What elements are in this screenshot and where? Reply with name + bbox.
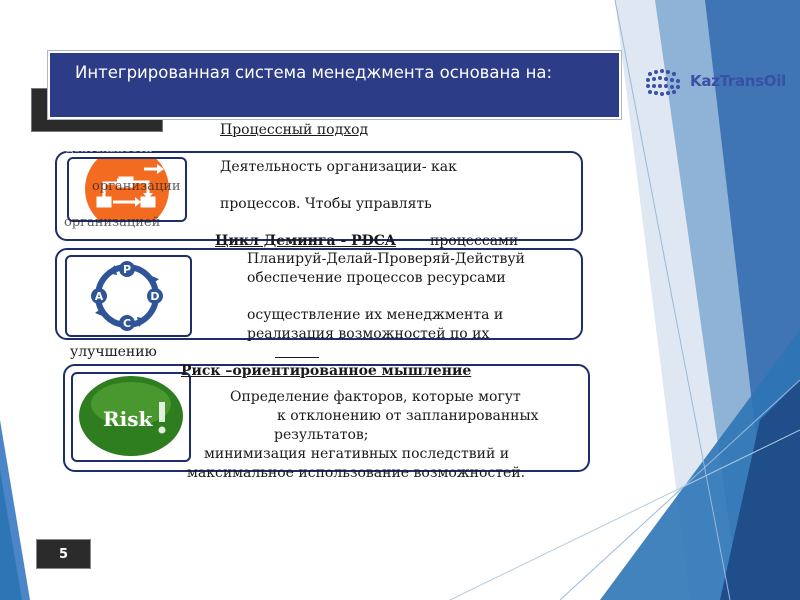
- title-bar: [48, 51, 621, 119]
- pdca-tail: улучшению: [70, 344, 157, 360]
- underline-stub: [275, 357, 319, 358]
- process-heading: Процессный подход: [220, 122, 369, 138]
- risk-heading: Риск –ориентированное мышление: [181, 363, 472, 379]
- process-line-3-tail: процессами: [430, 233, 519, 249]
- pdca-letter-a: A: [94, 290, 104, 303]
- pdca-line-4: реализация возможностей по их: [247, 326, 490, 342]
- pdca-letter-c: C: [122, 317, 132, 330]
- risk-line-5: максимальное использование возможностей.: [187, 465, 526, 481]
- risk-line-1: Определение факторов, которые могут: [230, 389, 521, 405]
- pdca-letter-p: P: [122, 263, 132, 276]
- pdca-letter-d: D: [150, 290, 160, 303]
- logo-text: KazTransOil: [690, 72, 786, 90]
- slide-title: Интегрированная система менеджмента основана на:: [75, 63, 553, 82]
- page-number: 5: [36, 539, 91, 569]
- risk-line-4: минимизация негативных последствий и: [204, 446, 510, 462]
- pdca-icon-box: [65, 255, 192, 337]
- pdca-line-1: Планируй-Делай-Проверяй-Действуй: [247, 251, 525, 267]
- pdca-cycle-icon: [67, 257, 190, 335]
- risk-line-2: к отклонению от запланированных: [277, 408, 539, 424]
- process-line-1: Деятельность организации- как: [220, 159, 457, 175]
- pdca-heading-overlap: Цикл Деминга - PDCA: [215, 233, 396, 249]
- company-logo: [644, 66, 790, 100]
- process-line-2: процессов. Чтобы управлять: [220, 196, 432, 212]
- pdca-line-3: осуществление их менеджмента и: [247, 307, 504, 323]
- ghost-text-2: организации: [92, 179, 181, 194]
- risk-icon-box: [71, 372, 191, 462]
- pdca-line-2: обеспечение процессов ресурсами: [247, 270, 506, 286]
- kaztransoil-logo-icon: [644, 66, 686, 100]
- risk-ball-icon: [73, 374, 189, 460]
- risk-line-3: результатов;: [274, 427, 369, 443]
- ghost-text-1: деятельности: [66, 141, 153, 155]
- risk-icon-label: Risk: [103, 407, 153, 431]
- ghost-text-3: организацией: [64, 215, 161, 230]
